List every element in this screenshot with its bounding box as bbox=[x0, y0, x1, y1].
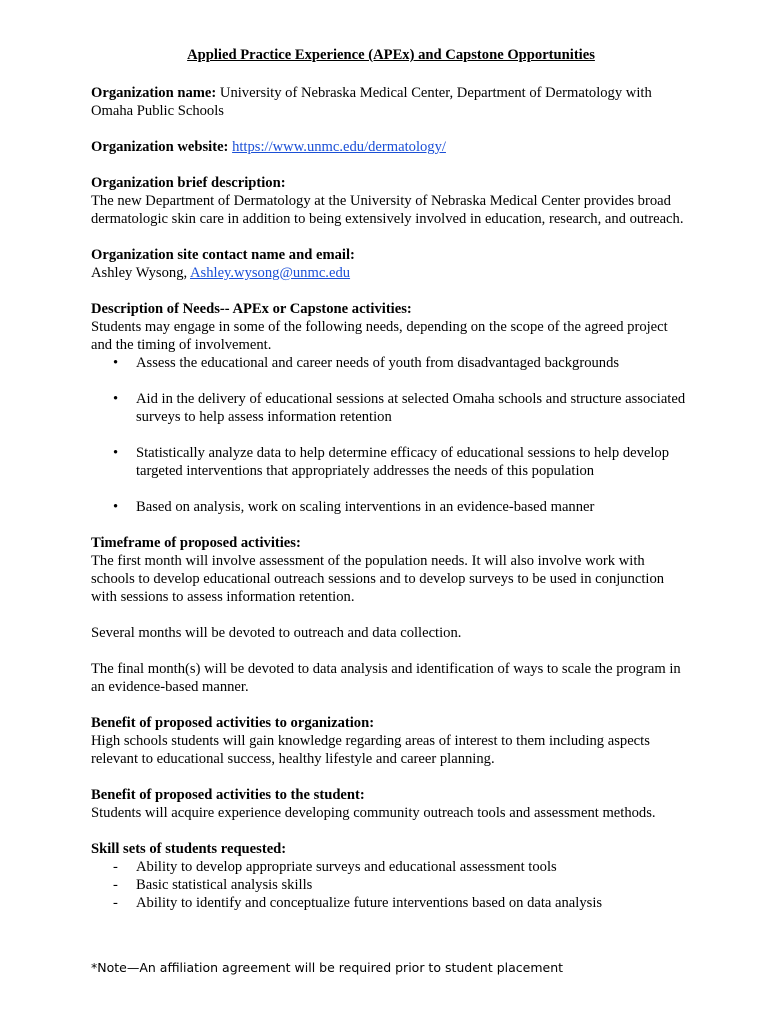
timeframe-paragraph: The final month(s) will be devoted to data analysis and identification of ways to scale the program in an evidence-based manner. bbox=[91, 661, 681, 695]
contact-email-link[interactable]: Ashley.wysong@unmc.edu bbox=[190, 265, 351, 281]
list-item bbox=[91, 894, 691, 912]
skills-section bbox=[91, 840, 691, 912]
list-item-text: Basic statistical analysis skills bbox=[136, 877, 313, 893]
list-item-text: Based on analysis, work on scaling interventions in an evidence-based manner bbox=[136, 499, 595, 515]
benefit-student-text: Students will acquire experience developing community outreach tools and assessment methods. bbox=[91, 805, 656, 821]
dash-icon: - bbox=[113, 859, 118, 875]
dash-icon: - bbox=[113, 877, 118, 893]
bullet-icon: • bbox=[113, 391, 119, 407]
bullet-icon: • bbox=[113, 499, 119, 515]
timeframe-label: Timeframe of proposed activities: bbox=[91, 535, 301, 551]
benefit-organization-label: Benefit of proposed activities to organization: bbox=[91, 715, 375, 731]
contact-name: Ashley Wysong, bbox=[91, 265, 190, 281]
list-item bbox=[91, 876, 691, 894]
list-item bbox=[91, 354, 691, 372]
organization-description-section bbox=[91, 174, 691, 228]
needs-label: Description of Needs-- APEx or Capstone activities: bbox=[91, 301, 412, 317]
dash-icon: - bbox=[113, 895, 118, 911]
document-page bbox=[91, 46, 691, 930]
affiliation-note: *Note—An affiliation agreement will be required prior to student placement bbox=[91, 960, 564, 975]
organization-description-text: The new Department of Dermatology at the University of Nebraska Medical Center provides broad dermatologic skin care in addition to being extensively involved in education, research, and outreach. bbox=[91, 193, 684, 227]
bullet-icon: • bbox=[113, 445, 119, 461]
needs-intro: Students may engage in some of the following needs, depending on the scope of the agreed project and the timing of involvement. bbox=[91, 319, 668, 353]
needs-section bbox=[91, 300, 691, 516]
organization-name-value: University of Nebraska Medical Center, Department of Dermatology with Omaha Public Schools bbox=[91, 85, 652, 119]
skills-list bbox=[91, 858, 691, 912]
list-item-text: Ability to identify and conceptualize future interventions based on data analysis bbox=[136, 895, 603, 911]
list-item bbox=[91, 498, 691, 516]
timeframe-paragraph: Several months will be devoted to outreach and data collection. bbox=[91, 625, 462, 641]
skills-label: Skill sets of students requested: bbox=[91, 841, 287, 857]
list-item bbox=[91, 444, 691, 480]
list-item-text: Ability to develop appropriate surveys and educational assessment tools bbox=[136, 859, 557, 875]
benefit-organization-text: High schools students will gain knowledge regarding areas of interest to them including aspects relevant to educational success, healthy lifestyle and career planning. bbox=[91, 733, 650, 767]
list-item-text: Statistically analyze data to help determine efficacy of educational sessions to help develop targeted interventions that appropriately addresses the needs of this population bbox=[136, 445, 670, 479]
organization-website-link[interactable]: https://www.unmc.edu/dermatology/ bbox=[232, 139, 446, 155]
organization-name-section bbox=[91, 84, 691, 120]
organization-website-section bbox=[91, 138, 691, 156]
benefit-organization-section bbox=[91, 714, 691, 768]
page-title: Applied Practice Experience (APEx) and Capstone Opportunities bbox=[187, 47, 595, 63]
list-item bbox=[91, 858, 691, 876]
benefit-student-label: Benefit of proposed activities to the student: bbox=[91, 787, 365, 803]
organization-website-label: Organization website: bbox=[91, 139, 229, 155]
timeframe-section bbox=[91, 534, 691, 696]
list-item-text: Aid in the delivery of educational sessions at selected Omaha schools and structure associated surveys to help assess information retention bbox=[136, 391, 686, 425]
list-item bbox=[91, 390, 691, 426]
contact-label: Organization site contact name and email: bbox=[91, 247, 355, 263]
bullet-icon: • bbox=[113, 355, 119, 371]
contact-section bbox=[91, 246, 691, 282]
benefit-student-section bbox=[91, 786, 691, 822]
organization-description-label: Organization brief description: bbox=[91, 175, 286, 191]
timeframe-paragraph: The first month will involve assessment of the population needs. It will also involve work with schools to develop educational outreach sessions and to develop surveys to be used in conjunction with sessions to assess information retention. bbox=[91, 553, 665, 605]
list-item-text: Assess the educational and career needs of youth from disadvantaged backgrounds bbox=[136, 355, 620, 371]
organization-name-label: Organization name: bbox=[91, 85, 217, 101]
needs-list bbox=[91, 354, 691, 516]
